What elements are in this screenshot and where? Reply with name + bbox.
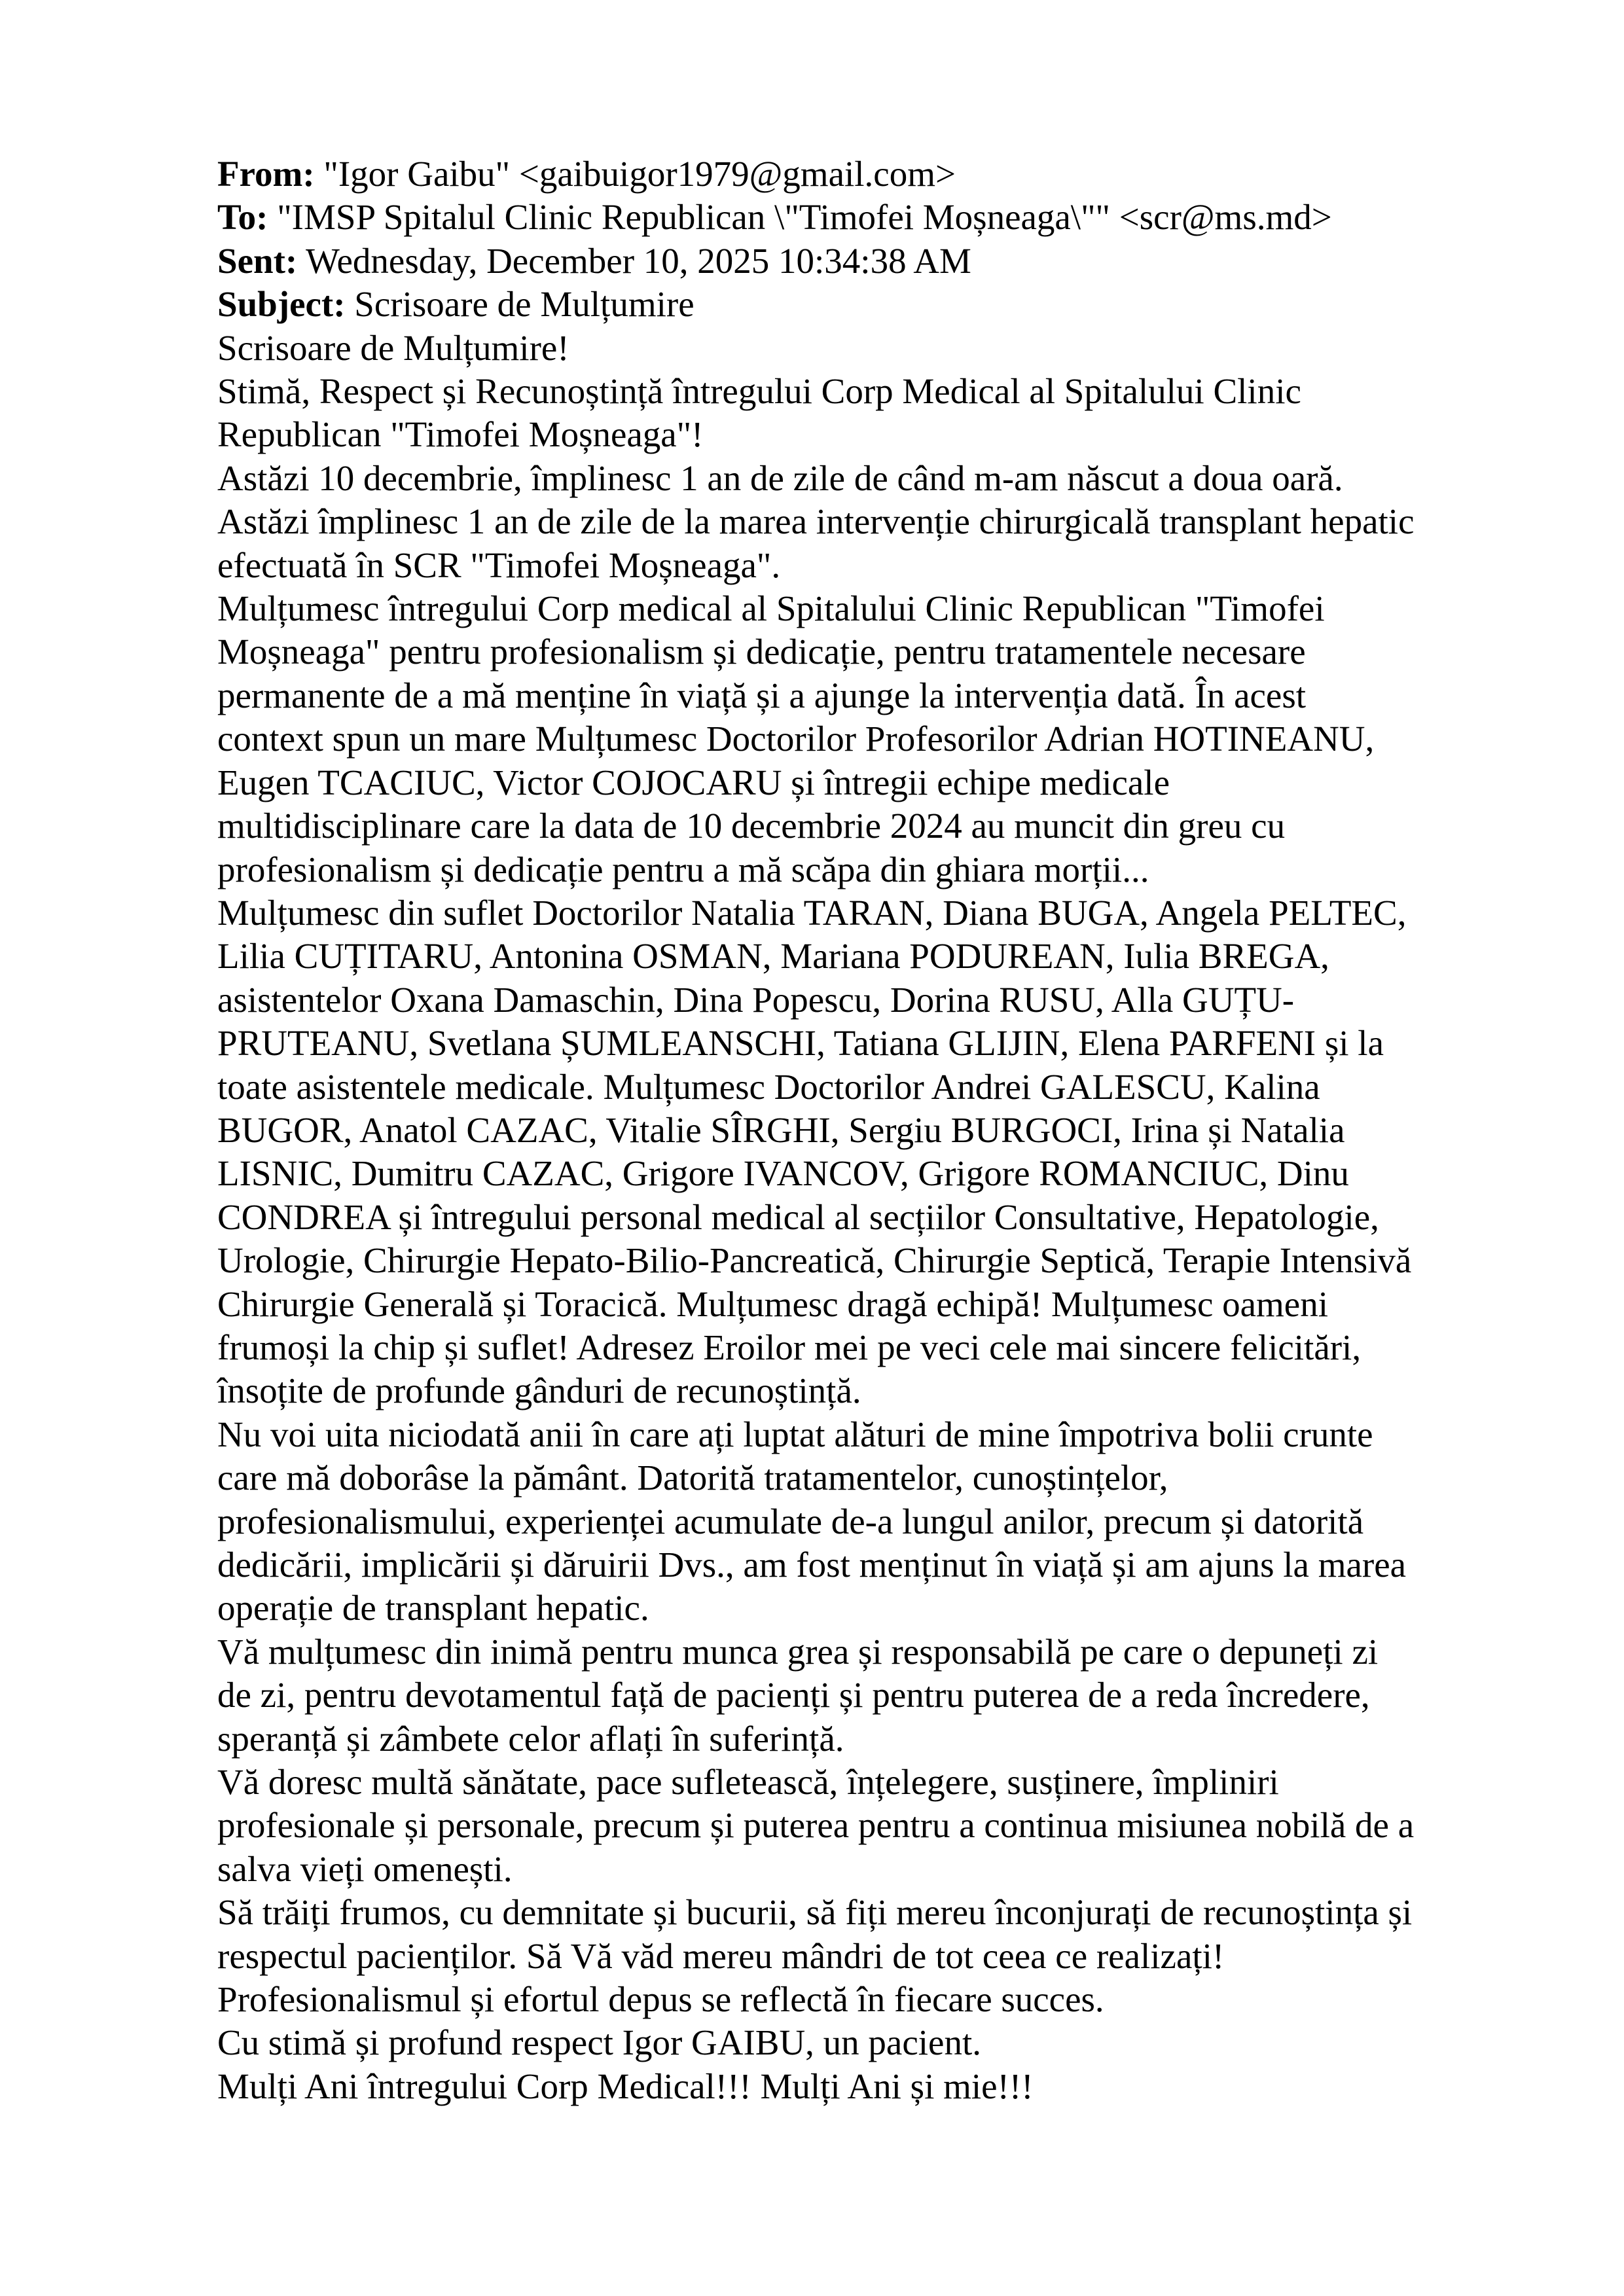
header-value: Wednesday, December 10, 2025 10:34:38 AM	[297, 240, 971, 281]
body-line: însoțite de profunde gânduri de recunoștință.	[217, 1371, 861, 1411]
body-line: frumoși la chip și suflet! Adresez Eroilor mei pe veci cele mai sincere felicitări,	[217, 1327, 1362, 1367]
body-line: operație de transplant hepatic.	[217, 1588, 649, 1628]
header-line	[217, 196, 1506, 239]
body-line: Astăzi 10 decembrie, împlinesc 1 an de zile de când m-am născut a doua oară.	[217, 457, 1343, 498]
header-value: Scrisoare de Mulțumire	[345, 284, 695, 325]
body-line: Moșneaga" pentru profesionalism și dedicație, pentru tratamentele necesare	[217, 632, 1306, 672]
header-line	[217, 283, 1506, 326]
body-line: CONDREA și întregului personal medical al secțiilor Consultative, Hepatologie,	[217, 1196, 1379, 1237]
email-headers	[217, 152, 1506, 327]
body-line: de zi, pentru devotamentul față de pacienți și pentru puterea de a reda încredere,	[217, 1675, 1370, 1715]
email-body	[217, 327, 1506, 2109]
body-line: salva vieți omenești.	[217, 1848, 513, 1889]
body-line: Stimă, Respect și Recunoștință întregului Corp Medical al Spitalului Clinic	[217, 371, 1301, 412]
header-label: Subject:	[217, 284, 346, 325]
body-line: Mulți Ani întregului Corp Medical!!! Mulți Ani și mie!!!	[217, 2066, 1034, 2106]
body-line: Cu stimă și profund respect Igor GAIBU, un pacient.	[217, 2022, 981, 2063]
body-line: speranță și zâmbete celor aflați în suferință.	[217, 1718, 844, 1759]
body-line: Să trăiți frumos, cu demnitate și bucurii, să fiți mereu înconjurați de recunoștința și	[217, 1892, 1413, 1933]
body-line: Mulțumesc din suflet Doctorilor Natalia TARAN, Diana BUGA, Angela PELTEC,	[217, 892, 1407, 933]
body-line: Mulțumesc întregului Corp medical al Spitalului Clinic Republican "Timofei	[217, 588, 1325, 629]
body-line: profesionalismului, experienței acumulate de-a lungul anilor, precum și datorită	[217, 1501, 1364, 1541]
body-line: BUGOR, Anatol CAZAC, Vitalie SÎRGHI, Sergiu BURGOCI, Irina și Natalia	[217, 1109, 1345, 1150]
body-line: Vă mulțumesc din inimă pentru munca grea și responsabilă pe care o depuneți zi	[217, 1631, 1379, 1672]
body-line: context spun un mare Mulțumesc Doctorilor Profesorilor Adrian HOTINEANU,	[217, 719, 1375, 759]
body-line: asistentelor Oxana Damaschin, Dina Popescu, Dorina RUSU, Alla GUȚU-	[217, 979, 1295, 1020]
body-line: Chirurgie Generală și Toracică. Mulțumesc dragă echipă! Mulțumesc oameni	[217, 1283, 1328, 1324]
body-line: permanente de a mă menține în viață și a ajunge la intervenția dată. În acest	[217, 675, 1307, 715]
body-line: efectuată în SCR "Timofei Moșneaga".	[217, 545, 781, 585]
body-line: Lilia CUȚITARU, Antonina OSMAN, Mariana PODUREAN, Iulia BREGA,	[217, 936, 1329, 977]
body-line: Eugen TCACIUC, Victor COJOCARU și întregii echipe medicale	[217, 762, 1170, 802]
body-line: Scrisoare de Mulțumire!	[217, 327, 569, 368]
body-line: respectul pacienților. Să Vă văd mereu mândri de tot ceea ce realizați!	[217, 1935, 1225, 1976]
body-line: care mă doborâse la pământ. Datorită tratamentelor, cunoștințelor,	[217, 1458, 1168, 1498]
header-label: To:	[217, 197, 268, 238]
body-line: Profesionalismul și efortul depus se reflectă în fiecare succes.	[217, 1979, 1104, 2020]
body-line: dedicării, implicării și dăruirii Dvs., am fost menținut în viață și am ajuns la marea	[217, 1545, 1407, 1585]
header-line	[217, 240, 1506, 283]
body-line: Astăzi împlinesc 1 an de zile de la marea intervenție chirurgicală transplant hepatic	[217, 501, 1415, 542]
header-label: From:	[217, 154, 315, 194]
body-line: Nu voi uita niciodată anii în care ați luptat alături de mine împotriva bolii crunte	[217, 1414, 1373, 1454]
header-line	[217, 152, 1506, 196]
header-value: "IMSP Spitalul Clinic Republican \"Timofei Moșneaga\"" <scr@ms.md>	[268, 197, 1332, 238]
body-line: toate asistentele medicale. Mulțumesc Doctorilor Andrei GALESCU, Kalina	[217, 1066, 1320, 1107]
body-line: Vă doresc multă sănătate, pace sufletească, înțelegere, susținere, împliniri	[217, 1762, 1279, 1803]
header-value: "Igor Gaibu" <gaibuigor1979@gmail.com>	[314, 154, 956, 194]
body-line: Republican "Timofei Moșneaga"!	[217, 414, 704, 455]
body-line: profesionale și personale, precum și puterea pentru a continua misiunea nobilă de a	[217, 1805, 1415, 1846]
body-line: profesionalism și dedicație pentru a mă scăpa din ghiara morții...	[217, 849, 1149, 889]
body-line: LISNIC, Dumitru CAZAC, Grigore IVANCOV, Grigore ROMANCIUC, Dinu	[217, 1153, 1349, 1194]
body-line: multidisciplinare care la data de 10 decembrie 2024 au muncit din greu cu	[217, 806, 1286, 846]
header-label: Sent:	[217, 240, 298, 281]
body-line: Urologie, Chirurgie Hepato-Bilio-Pancreatică, Chirurgie Septică, Terapie Intensivă	[217, 1240, 1412, 1281]
body-line: PRUTEANU, Svetlana ȘUMLEANSCHI, Tatiana GLIJIN, Elena PARFENI și la	[217, 1023, 1384, 1064]
